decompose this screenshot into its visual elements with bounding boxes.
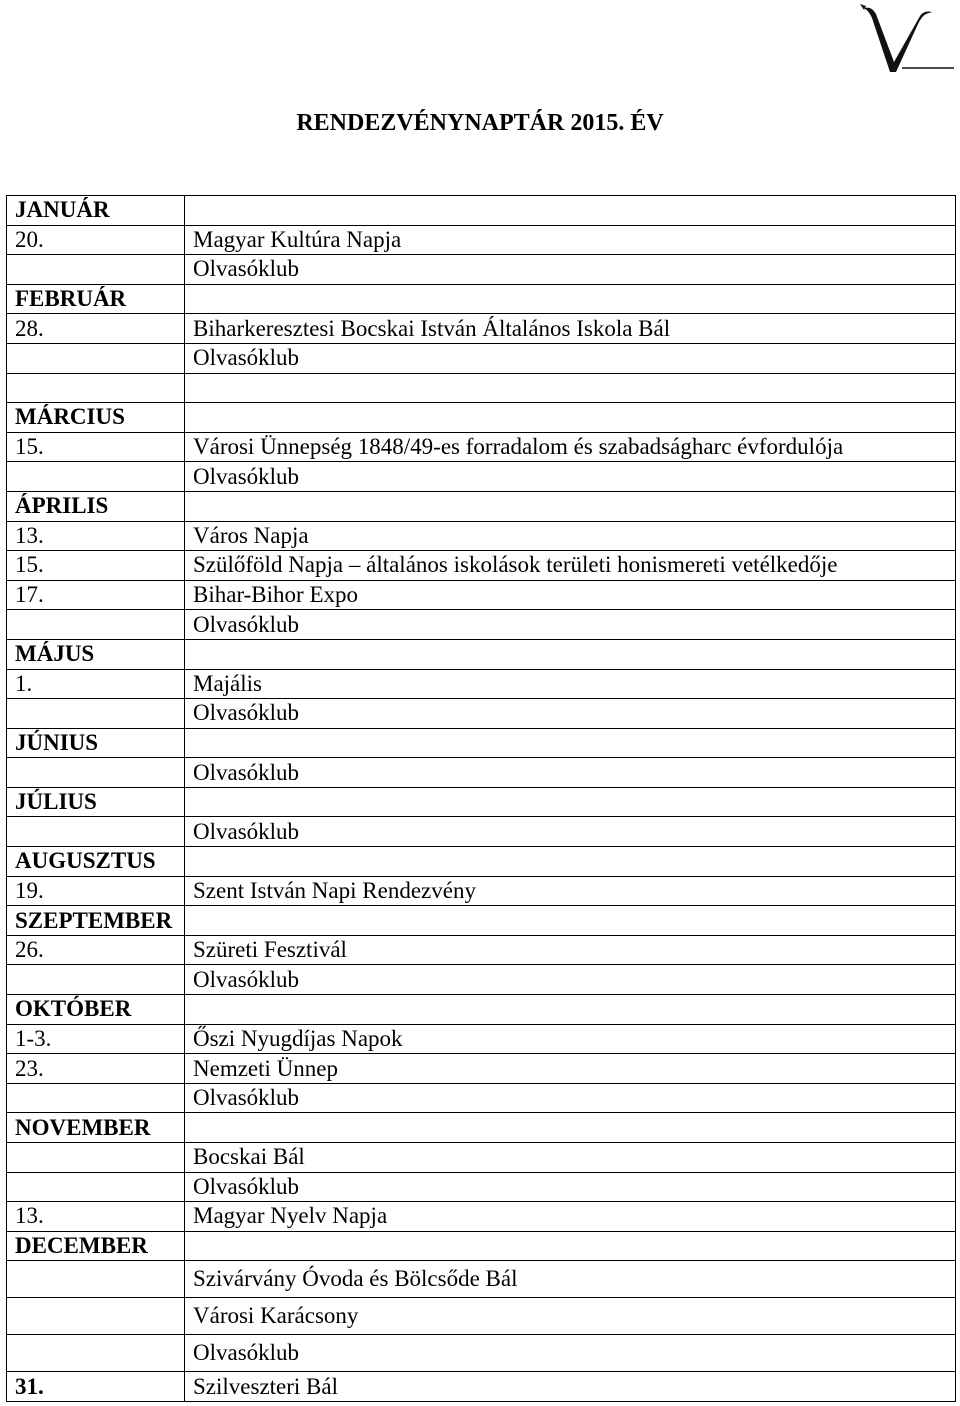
date-cell — [7, 255, 185, 285]
date-cell: 31. — [7, 1372, 185, 1402]
event-cell: Városi Karácsony — [185, 1298, 956, 1335]
event-row — [7, 699, 956, 729]
event-row — [7, 432, 956, 462]
month-row — [7, 1231, 956, 1261]
date-cell — [7, 373, 185, 403]
date-cell: 13. — [7, 521, 185, 551]
event-cell: Olvasóklub — [185, 1083, 956, 1113]
event-cell: Magyar Nyelv Napja — [185, 1202, 956, 1232]
page-title: RENDEZVÉNYNAPTÁR 2015. ÉV — [296, 110, 664, 136]
date-cell: OKTÓBER — [7, 995, 185, 1025]
event-row — [7, 610, 956, 640]
event-calendar-table — [6, 195, 956, 1402]
date-cell: 23. — [7, 1054, 185, 1084]
event-cell: Bihar-Bihor Expo — [185, 580, 956, 610]
event-cell: Olvasóklub — [185, 1335, 956, 1372]
event-row — [7, 1143, 956, 1173]
event-row — [7, 1083, 956, 1113]
date-cell — [7, 462, 185, 492]
date-cell — [7, 758, 185, 788]
event-row — [7, 817, 956, 847]
month-row — [7, 639, 956, 669]
event-row — [7, 343, 956, 373]
event-row — [7, 373, 956, 403]
date-cell — [7, 343, 185, 373]
date-cell — [7, 1083, 185, 1113]
event-cell: Olvasóklub — [185, 343, 956, 373]
date-cell — [7, 817, 185, 847]
date-cell: 17. — [7, 580, 185, 610]
date-cell: DECEMBER — [7, 1231, 185, 1261]
event-cell — [185, 284, 956, 314]
date-cell: 1-3. — [7, 1024, 185, 1054]
event-cell: Szilveszteri Bál — [185, 1372, 956, 1402]
event-cell — [185, 491, 956, 521]
event-row — [7, 225, 956, 255]
event-cell: Bocskai Bál — [185, 1143, 956, 1173]
date-cell: 1. — [7, 669, 185, 699]
date-cell — [7, 1298, 185, 1335]
event-cell: Város Napja — [185, 521, 956, 551]
month-row — [7, 787, 956, 817]
date-cell: 19. — [7, 876, 185, 906]
date-cell: 28. — [7, 314, 185, 344]
date-cell — [7, 1261, 185, 1298]
event-cell: Szülőföld Napja – általános iskolások területi honismereti vetélkedője — [185, 551, 956, 581]
event-cell: Majális — [185, 669, 956, 699]
event-cell: Olvasóklub — [185, 255, 956, 285]
date-cell: MÁJUS — [7, 639, 185, 669]
date-cell — [7, 1143, 185, 1173]
event-cell: Magyar Kultúra Napja — [185, 225, 956, 255]
event-cell: Olvasóklub — [185, 758, 956, 788]
date-cell — [7, 610, 185, 640]
event-cell: Szivárvány Óvoda és Bölcsőde Bál — [185, 1261, 956, 1298]
event-cell: Olvasóklub — [185, 610, 956, 640]
date-cell: AUGUSZTUS — [7, 847, 185, 877]
event-cell: Olvasóklub — [185, 1172, 956, 1202]
event-row — [7, 935, 956, 965]
event-row — [7, 1024, 956, 1054]
date-cell — [7, 1172, 185, 1202]
event-row — [7, 1261, 956, 1298]
event-cell: Szent István Napi Rendezvény — [185, 876, 956, 906]
event-cell: Olvasóklub — [185, 699, 956, 729]
date-cell: NOVEMBER — [7, 1113, 185, 1143]
month-row — [7, 284, 956, 314]
month-row — [7, 196, 956, 226]
event-cell: Biharkeresztesi Bocskai István Általános Iskola Bál — [185, 314, 956, 344]
event-row — [7, 1172, 956, 1202]
event-row — [7, 462, 956, 492]
event-cell — [185, 1231, 956, 1261]
date-cell — [7, 1335, 185, 1372]
event-row — [7, 1202, 956, 1232]
event-row — [7, 580, 956, 610]
month-row — [7, 906, 956, 936]
event-cell — [185, 639, 956, 669]
event-cell: Nemzeti Ünnep — [185, 1054, 956, 1084]
month-row — [7, 1113, 956, 1143]
event-row — [7, 1335, 956, 1372]
event-row — [7, 551, 956, 581]
date-cell — [7, 965, 185, 995]
event-cell: Olvasóklub — [185, 462, 956, 492]
date-cell: 26. — [7, 935, 185, 965]
date-cell: ÁPRILIS — [7, 491, 185, 521]
event-row — [7, 1372, 956, 1402]
event-cell — [185, 403, 956, 433]
date-cell: 15. — [7, 551, 185, 581]
event-row — [7, 1054, 956, 1084]
event-row — [7, 314, 956, 344]
date-cell: JÚLIUS — [7, 787, 185, 817]
month-row — [7, 847, 956, 877]
event-cell — [185, 728, 956, 758]
event-cell: Olvasóklub — [185, 965, 956, 995]
event-cell — [185, 906, 956, 936]
date-cell — [7, 699, 185, 729]
event-row — [7, 1298, 956, 1335]
date-cell: 20. — [7, 225, 185, 255]
vmhk-logo — [858, 2, 956, 76]
date-cell: SZEPTEMBER — [7, 906, 185, 936]
event-row — [7, 521, 956, 551]
event-cell — [185, 373, 956, 403]
month-row — [7, 728, 956, 758]
date-cell: 15. — [7, 432, 185, 462]
month-row — [7, 995, 956, 1025]
event-row — [7, 876, 956, 906]
event-cell: Városi Ünnepség 1848/49-es forradalom és szabadságharc évfordulója — [185, 432, 956, 462]
event-row — [7, 758, 956, 788]
date-cell: 13. — [7, 1202, 185, 1232]
event-cell — [185, 196, 956, 226]
month-row — [7, 403, 956, 433]
date-cell: JÚNIUS — [7, 728, 185, 758]
event-row — [7, 669, 956, 699]
date-cell: MÁRCIUS — [7, 403, 185, 433]
event-cell: Olvasóklub — [185, 817, 956, 847]
event-row — [7, 965, 956, 995]
event-row — [7, 255, 956, 285]
event-cell — [185, 847, 956, 877]
event-cell: Őszi Nyugdíjas Napok — [185, 1024, 956, 1054]
event-cell: Szüreti Fesztivál — [185, 935, 956, 965]
event-cell — [185, 1113, 956, 1143]
date-cell: FEBRUÁR — [7, 284, 185, 314]
event-cell — [185, 787, 956, 817]
event-cell — [185, 995, 956, 1025]
month-row — [7, 491, 956, 521]
date-cell: JANUÁR — [7, 196, 185, 226]
